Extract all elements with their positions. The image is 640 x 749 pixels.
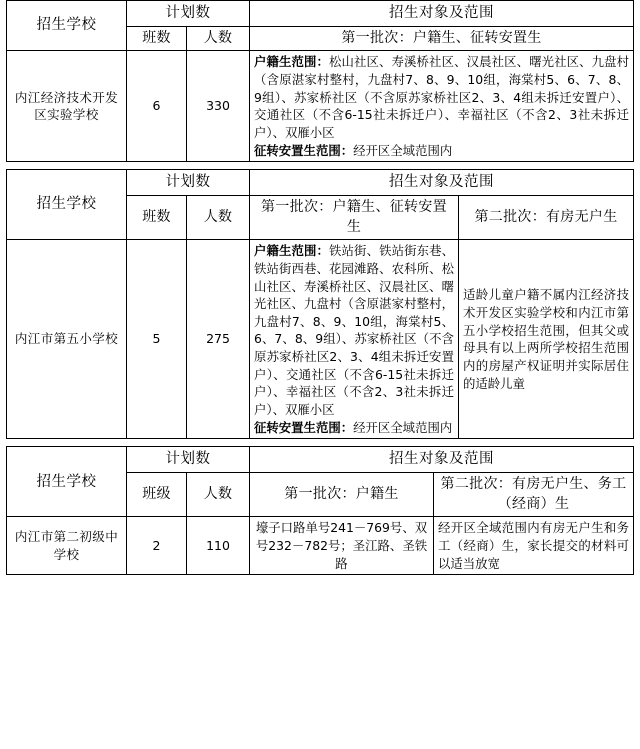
cell-class-count: 2 xyxy=(127,517,187,575)
header-school: 招生学校 xyxy=(7,170,127,240)
table-header-row-top xyxy=(7,1,634,27)
header-plan: 计划数 xyxy=(127,447,250,473)
table-row xyxy=(7,517,634,575)
resettlement-scope-paragraph xyxy=(254,419,454,437)
resettlement-scope-text: 经开区全域范围内 xyxy=(353,142,453,158)
header-batch-1: 第一批次：户籍生、征转安置生 xyxy=(250,195,459,240)
enrollment-table-1 xyxy=(6,0,634,162)
header-students: 人数 xyxy=(187,26,250,51)
header-students: 人数 xyxy=(187,472,250,517)
header-school: 招生学校 xyxy=(7,1,127,51)
residency-scope-label: 户籍生范围： xyxy=(254,54,330,70)
header-students: 人数 xyxy=(187,195,250,240)
cell-student-count: 110 xyxy=(187,517,250,575)
header-scope: 招生对象及范围 xyxy=(250,447,634,473)
cell-class-count: 6 xyxy=(127,51,187,162)
enrollment-table-2 xyxy=(6,169,634,439)
cell-school-name: 内江市第五小学校 xyxy=(7,240,127,439)
table-gap-1 xyxy=(0,162,640,169)
header-plan: 计划数 xyxy=(127,170,250,196)
header-scope: 招生对象及范围 xyxy=(250,170,634,196)
residency-scope-paragraph xyxy=(254,53,629,141)
cell-batch-1-scope: 壕子口路单号241－769号、双号232－782号；圣江路、圣铁路 xyxy=(250,517,434,575)
residency-scope-text: 松山社区、寿溪桥社区、汉晨社区、曙光社区、九盘村（含原湛家村整村，九盘村7、8、9、10组，海棠村5、6、7、8、9组）、苏家桥社区（不含原苏家桥社区2、3、4组未拆迁安置户）、交通社区（不含6-15社未拆迁户）、幸福社区（不含2、3社未拆迁户）、双雁小区 xyxy=(254,54,630,140)
header-batch-2: 第二批次：有房无户生、务工（经商）生 xyxy=(434,472,634,517)
resettlement-scope-label: 征转安置生范围： xyxy=(254,142,354,158)
cell-batch-2-scope: 经开区全域范围内有房无户生和务工（经商）生，家长提交的材料可以适当放宽 xyxy=(434,517,634,575)
table-gap-2 xyxy=(0,439,640,446)
header-plan: 计划数 xyxy=(127,1,250,27)
cell-student-count: 275 xyxy=(187,240,250,439)
header-batch-1: 第一批次：户籍生、征转安置生 xyxy=(250,26,634,51)
header-scope: 招生对象及范围 xyxy=(250,1,634,27)
header-classes: 班数 xyxy=(127,26,187,51)
table-row xyxy=(7,51,634,162)
header-batch-2: 第二批次：有房无户生 xyxy=(459,195,634,240)
cell-batch-1-scope xyxy=(250,51,634,162)
cell-school-name: 内江市第二初级中学校 xyxy=(7,517,127,575)
table-header-row-top xyxy=(7,170,634,196)
cell-school-name: 内江经济技术开发区实验学校 xyxy=(7,51,127,162)
header-batch-1: 第一批次：户籍生 xyxy=(250,472,434,517)
cell-batch-1-scope xyxy=(250,240,459,439)
cell-student-count: 330 xyxy=(187,51,250,162)
table-header-row-top xyxy=(7,447,634,473)
header-classes: 班数 xyxy=(127,195,187,240)
resettlement-scope-text: 经开区全域范围内 xyxy=(353,419,453,435)
residency-scope-text: 铁站街、铁站街东巷、铁站街西巷、花园滩路、农科所、松山社区、寿溪桥社区、汉晨社区、曙光社区、九盘村（含原湛家村整村，九盘村7、8、9、10组，海棠村5、6、7、8、9组）、苏家桥社区（不含原苏家桥社区2、3、4组未拆迁安置户）、交通社区（不含6-15社未拆迁户）、幸福社区（不含2、3社未拆迁户）、双雁小区 xyxy=(254,243,455,417)
resettlement-scope-label: 征转安置生范围： xyxy=(254,419,354,435)
header-school: 招生学校 xyxy=(7,447,127,517)
cell-class-count: 5 xyxy=(127,240,187,439)
table-row xyxy=(7,240,634,439)
resettlement-scope-paragraph xyxy=(254,142,629,160)
enrollment-table-3 xyxy=(6,446,634,575)
cell-batch-2-scope: 适龄儿童户籍不属内江经济技术开发区实验学校和内江市第五小学校招生范围，但其父或母具有以上两所学校招生范围内的房屋产权证明并实际居住的适龄儿童 xyxy=(459,240,634,439)
residency-scope-paragraph xyxy=(254,242,454,418)
header-classes: 班级 xyxy=(127,472,187,517)
residency-scope-label: 户籍生范围： xyxy=(254,243,330,259)
